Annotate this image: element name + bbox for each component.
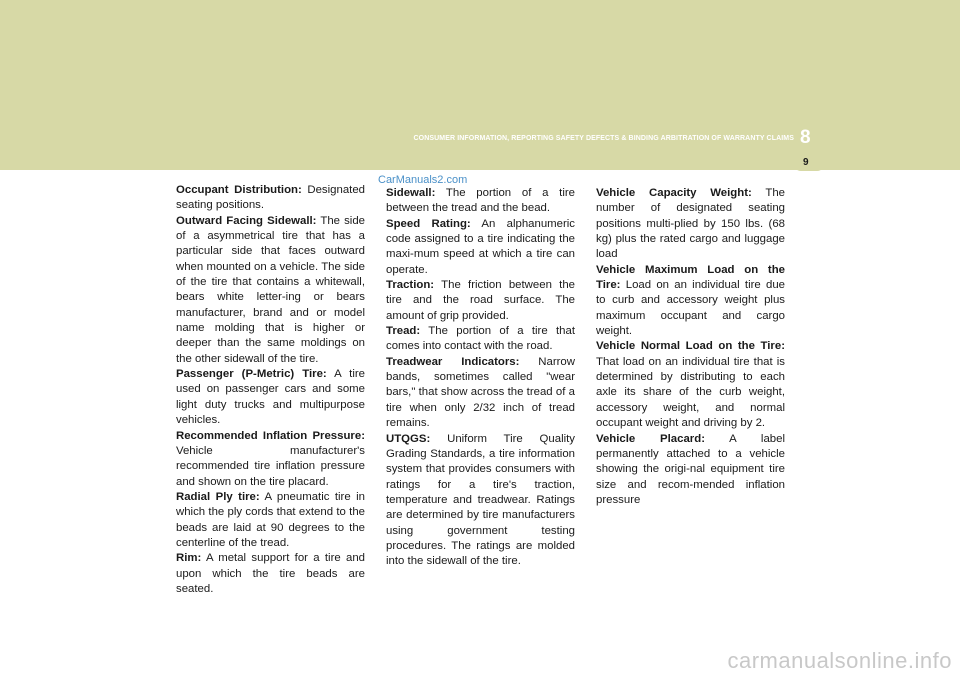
- glossary-entry: [386, 324, 575, 355]
- glossary-entry: [176, 551, 365, 597]
- glossary-term: Traction:: [386, 279, 435, 292]
- glossary-entry: [176, 490, 365, 551]
- glossary-term: Tread:: [386, 325, 421, 338]
- glossary-entry: [176, 214, 365, 367]
- top-watermark-link[interactable]: CarManuals2.com: [378, 174, 468, 186]
- glossary-definition: That load on an individual tire that is determined by distributing to each axle its share of the curb weight, accessory weight, and normal occupant weight and driving by 2.: [596, 355, 785, 430]
- glossary-term: UTQGS:: [386, 432, 431, 445]
- glossary-entry: [176, 183, 365, 214]
- glossary-term: Vehicle Maximum Load on the Tire:: [596, 263, 785, 292]
- glossary-term: Vehicle Capacity Weight:: [596, 187, 752, 199]
- glossary-definition: The number of designated seating positions multi-plied by 150 lbs. (68 kg) plus the rated cargo and luggage load: [596, 187, 785, 261]
- glossary-entry: [386, 432, 575, 570]
- glossary-term: Sidewall:: [386, 187, 436, 199]
- page-tab: [793, 154, 825, 171]
- header-title: CONSUMER INFORMATION, REPORTING SAFETY DEFECTS & BINDING ARBITRATION OF WARRANTY CLAIMS: [413, 135, 794, 142]
- glossary-definition: A label permanently attached to a vehicle showing the origi-nal equipment tire size and recom-mended inflation pressure: [596, 432, 785, 506]
- glossary-definition: Load on an individual tire due to curb and accessory weight plus maximum occupant and cargo weight.: [596, 279, 785, 338]
- glossary-term: Radial Ply tire:: [176, 490, 260, 503]
- glossary-entry: [596, 339, 785, 431]
- glossary-entry: [176, 367, 365, 428]
- glossary-definition: Vehicle manufacturer's recommended tire inflation pressure and shown on the tire placard.: [176, 444, 365, 488]
- glossary-entry: [596, 263, 785, 340]
- glossary-term: Vehicle Normal Load on the Tire:: [596, 340, 785, 353]
- glossary-definition: The side of a asymmetrical tire that has a particular side that faces outward when mounted on a vehicle. The side of the tire that contains a whitewall, bears white letter-ing or bears manufacturer, brand and or model name molding that is higher or deeper than the same moldings on the other sidewall of the tire.: [176, 214, 365, 365]
- glossary-definition: The portion of a tire that comes into contact with the road.: [386, 325, 575, 353]
- glossary-term: Recommended Inflation Pressure:: [176, 429, 365, 442]
- glossary-definition: The portion of a tire between the tread and the bead.: [386, 187, 575, 215]
- glossary-term: Occupant Distribution:: [176, 184, 302, 196]
- glossary-definition: A metal support for a tire and upon which the tire beads are seated.: [176, 552, 365, 595]
- glossary-entry: [386, 355, 575, 432]
- header-band: [0, 0, 960, 170]
- chapter-number: 8: [800, 127, 811, 148]
- glossary-entry: [386, 217, 575, 278]
- glossary-definition: Designated seating positions.: [176, 184, 365, 212]
- glossary-definition: Narrow bands, sometimes called "wear bars," that show across the tread of a tire when only 2/32 inch of tread remains.: [386, 355, 575, 430]
- glossary-definition: An alphanumeric code assigned to a tire indicating the maxi-mum speed at which a tire can operate.: [386, 217, 576, 276]
- glossary-entry: [596, 432, 785, 509]
- column-3: [596, 186, 785, 508]
- glossary-term: Vehicle Placard:: [596, 432, 705, 445]
- page-number: 9: [803, 157, 809, 168]
- column-2: [386, 186, 575, 570]
- glossary-term: Passenger (P-Metric) Tire:: [176, 368, 327, 381]
- glossary-term: Speed Rating:: [386, 217, 471, 230]
- column-1: [176, 183, 365, 597]
- glossary-term: Treadwear Indicators:: [386, 355, 520, 368]
- glossary-entry: [596, 186, 785, 263]
- glossary-definition: Uniform Tire Quality Grading Standards, a tire information system that provides consumers with ratings for a tire's traction, temperature and treadwear. Ratings are determined by tire manufacturers using government testing procedures. The ratings are molded into the sidewall of the tire.: [386, 432, 575, 568]
- glossary-term: Outward Facing Sidewall:: [176, 214, 317, 227]
- glossary-entry: [176, 429, 365, 490]
- glossary-term: Rim:: [176, 552, 202, 565]
- glossary-entry: [386, 186, 575, 217]
- footer-watermark: carmanualsonline.info: [727, 648, 952, 673]
- glossary-definition: The friction between the tire and the road surface. The amount of grip provided.: [386, 279, 575, 322]
- glossary-definition: A pneumatic tire in which the ply cords that extend to the beads are laid at 90 degrees to the centerline of the tread.: [176, 490, 365, 549]
- glossary-definition: A tire used on passenger cars and some light duty trucks and multipurpose vehicles.: [176, 368, 365, 427]
- glossary-entry: [386, 278, 575, 324]
